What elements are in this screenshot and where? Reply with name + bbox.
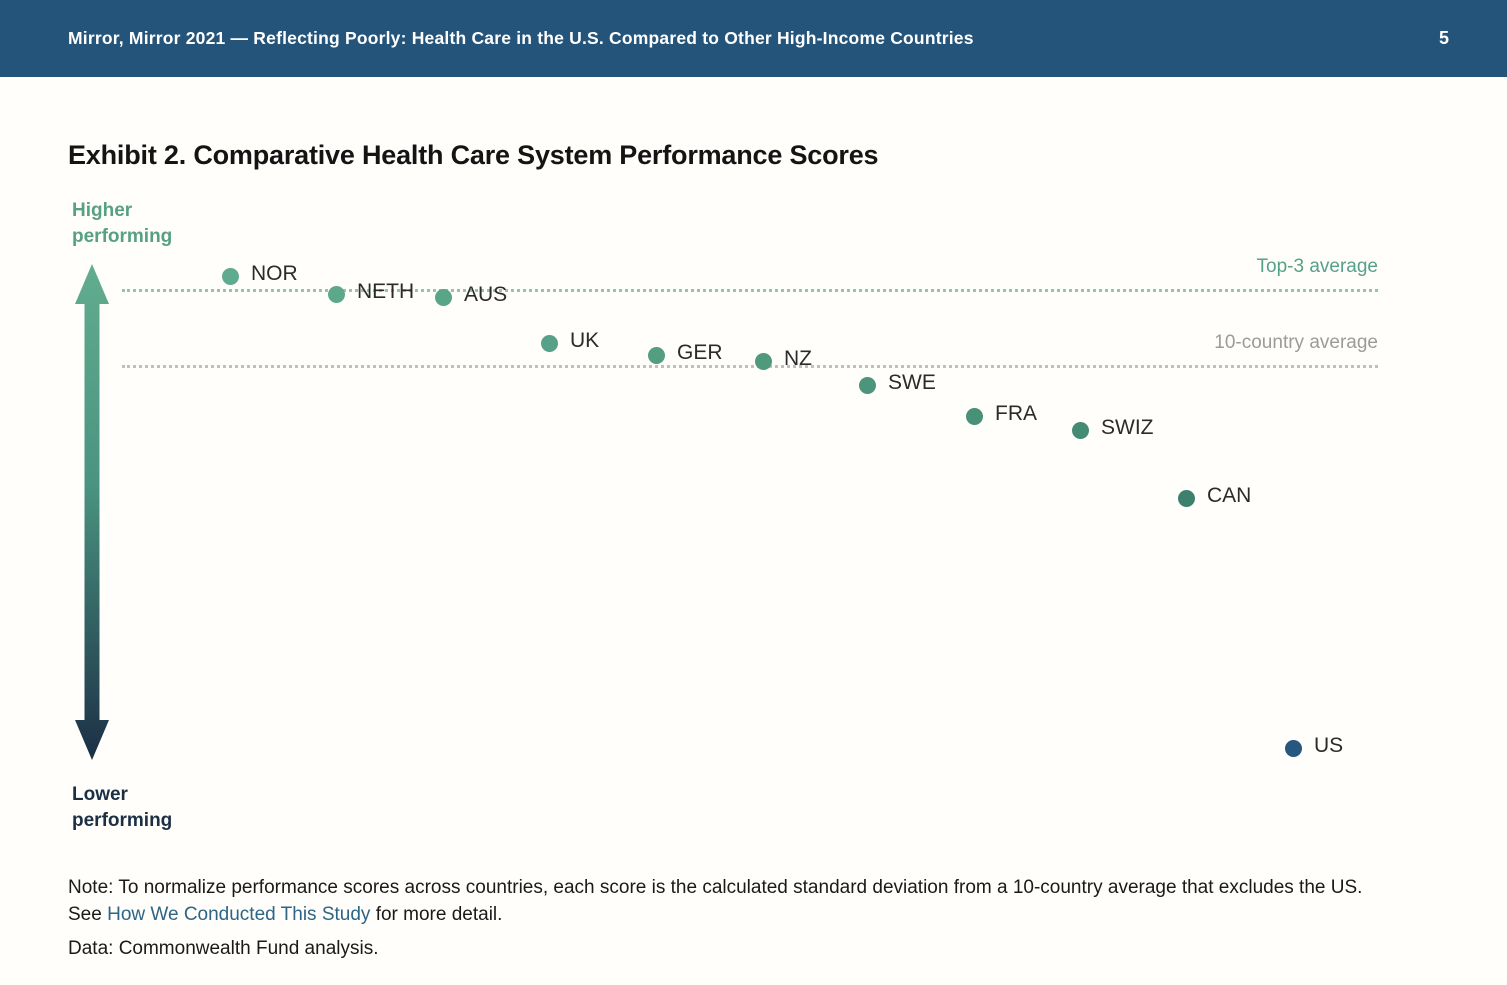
note-suffix: for more detail. — [370, 904, 503, 925]
data-point-label-us: US — [1314, 734, 1344, 757]
report-title: Mirror, Mirror 2021 — Reflecting Poorly: Health Care in the U.S. Compared to Other High-Income Countries — [68, 28, 974, 48]
data-point-aus — [435, 289, 452, 306]
reference-line-10country — [122, 365, 1378, 368]
data-point-ger — [648, 347, 665, 364]
reference-line-label-10country: 10-country average — [1214, 332, 1378, 353]
data-point-us — [1285, 740, 1302, 757]
data-point-label-fra: FRA — [995, 402, 1037, 425]
data-point-can — [1178, 490, 1195, 507]
data-point-label-aus: AUS — [464, 283, 508, 306]
note-text — [68, 874, 1398, 928]
page-number: 5 — [1438, 28, 1449, 48]
data-point-swe — [859, 377, 876, 394]
data-point-label-swiz: SWIZ — [1101, 416, 1154, 439]
reference-line-label-top3: Top-3 average — [1256, 256, 1378, 277]
data-point-nor — [222, 268, 239, 285]
higher-performing-label: Higher performing — [72, 200, 173, 247]
data-point-label-swe: SWE — [888, 371, 936, 394]
data-point-label-nor: NOR — [251, 262, 298, 285]
data-point-fra — [966, 408, 983, 425]
lower-performing-label: Lower performing — [72, 784, 173, 831]
data-point-neth — [328, 286, 345, 303]
data-point-label-can: CAN — [1207, 484, 1252, 507]
data-point-swiz — [1072, 422, 1089, 439]
data-point-uk — [541, 335, 558, 352]
data-point-label-neth: NETH — [357, 280, 415, 303]
data-point-label-uk: UK — [570, 329, 600, 352]
data-point-nz — [755, 353, 772, 370]
exhibit-title: Exhibit 2. Comparative Health Care System Performance Scores — [68, 140, 879, 170]
data-point-label-nz: NZ — [784, 347, 812, 370]
data-point-label-ger: GER — [677, 341, 723, 364]
note-prefix: Note: To normalize performance scores across countries, each score is the calculated standard deviation from a 10-country average that excludes the US. See — [68, 877, 1363, 925]
data-source-text: Data: Commonwealth Fund analysis. — [68, 938, 379, 959]
reference-line-top3 — [122, 289, 1378, 292]
how-we-conducted-link[interactable]: How We Conducted This Study — [107, 904, 371, 925]
